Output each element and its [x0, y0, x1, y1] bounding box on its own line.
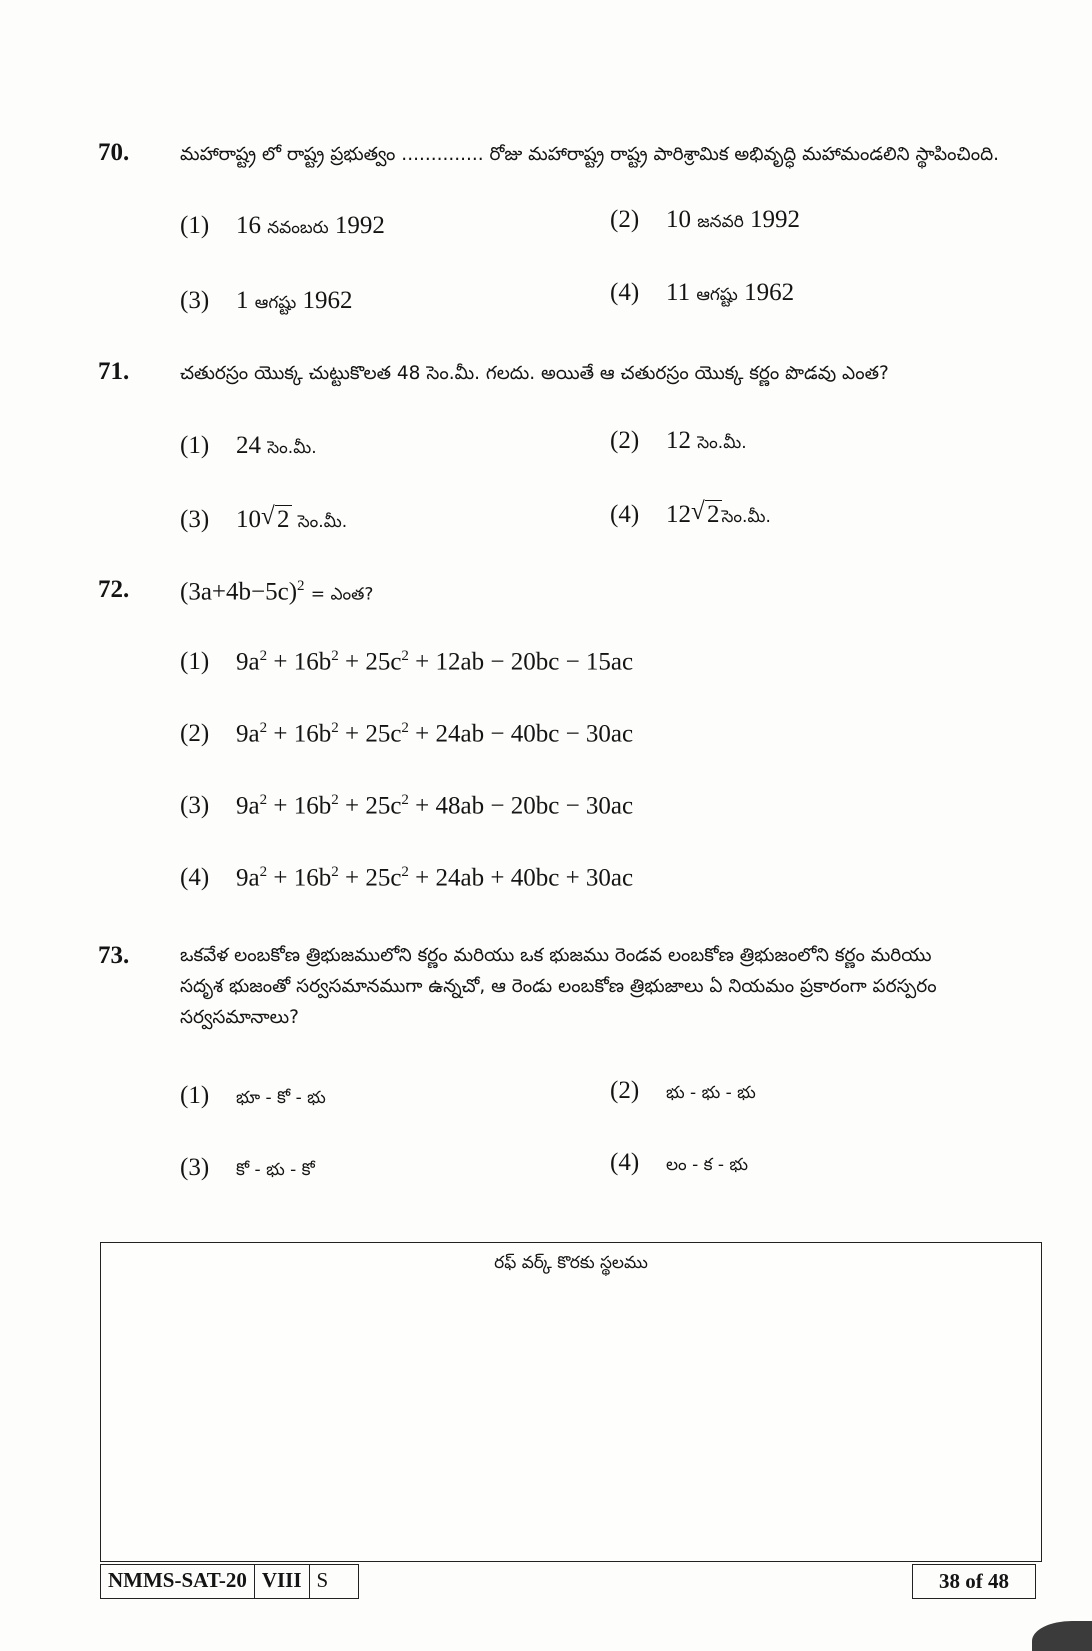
- page-number: 38 of 48: [912, 1564, 1036, 1599]
- square-root: √ 2: [691, 498, 720, 528]
- exam-code: NMMS-SAT-20: [101, 1565, 255, 1598]
- rough-work-box: [100, 1242, 1042, 1562]
- option: (1) $9a^2 + 16b^2 + 25c^2 + 12ab - 20bc - 15ac$: [180, 648, 634, 676]
- series-label: S: [316, 1568, 329, 1592]
- option: (4) $9a^2 + 16b^2 + 25c^2 + 24ab + 40bc + 30ac$: [180, 864, 634, 892]
- option: (2) 10 జనవరి 1992: [610, 206, 801, 233]
- option: (2) $9a^2 + 16b^2 + 25c^2 + 24ab - 40bc - 30ac$: [180, 720, 634, 748]
- option: (3) 1 ఆగష్టు 1962: [180, 287, 353, 314]
- footer-code-box: [100, 1564, 359, 1599]
- question-text: మహారాష్ట్ర లో రాష్ట్ర ప్రభుత్వం .............. రోజు మహారాష్ట్ర రాష్ట్ర పారిశ్రామిక అభివృద్ధి మహామండలిని స్థాపించింది.: [180, 144, 1000, 165]
- option: (3) కో - భు - కో: [180, 1154, 315, 1181]
- question-text: $(3a+4b-5c)^2$ = ఎంత?: [180, 578, 374, 606]
- scan-edge: [1032, 1621, 1092, 1651]
- question-text: ఒకవేళ లంబకోణ త్రిభుజములోని కర్ణం మరియు ఒక భుజము రెండవ లంబకోణ త్రిభుజంలోని కర్ణం మరియు సదృశ భుజంతో సర్వసమానముగా ఉన్నచో, ఆ రెండు లంబకోణ త్రిభుజాలు ఏ నియమం ప్రకారంగా పరస్పరం సర్వసమానాలు?: [180, 945, 937, 1028]
- option: (1) 16 నవంబరు 1992: [180, 212, 385, 239]
- option: (2) 12 సెం.మీ.: [610, 427, 747, 454]
- option: (1) భూ - కో - భు: [180, 1082, 326, 1109]
- question-number: 71.: [98, 358, 130, 385]
- option: (4) 11 ఆగష్టు 1962: [610, 279, 795, 306]
- option: (2) భు - భు - భు: [610, 1077, 756, 1104]
- question-number: 73.: [98, 942, 130, 969]
- option: (4) 12 √ 2 సెం.మీ.: [610, 498, 771, 528]
- question-number: 72.: [98, 576, 130, 603]
- rough-work-title: రఫ్ వర్క్ కొరకు స్థలము: [494, 1253, 648, 1273]
- question-text: చతురస్రం యొక్క చుట్టుకొలత 48 సెం.మీ. గలదు. అయితే ఆ చతురస్రం యొక్క కర్ణం పొడవు ఎంత?: [180, 363, 889, 384]
- option: (3) 10 √ 2 సెం.మీ.: [180, 503, 348, 533]
- option: (3) $9a^2 + 16b^2 + 25c^2 + 48ab - 20bc - 30ac$: [180, 792, 634, 820]
- option: (4) లం - క - భు: [610, 1149, 749, 1176]
- class-label: VIII: [255, 1565, 310, 1598]
- option: (1) 24 సెం.మీ.: [180, 432, 317, 459]
- question-number: 70.: [98, 139, 130, 166]
- square-root: √ 2: [261, 503, 290, 533]
